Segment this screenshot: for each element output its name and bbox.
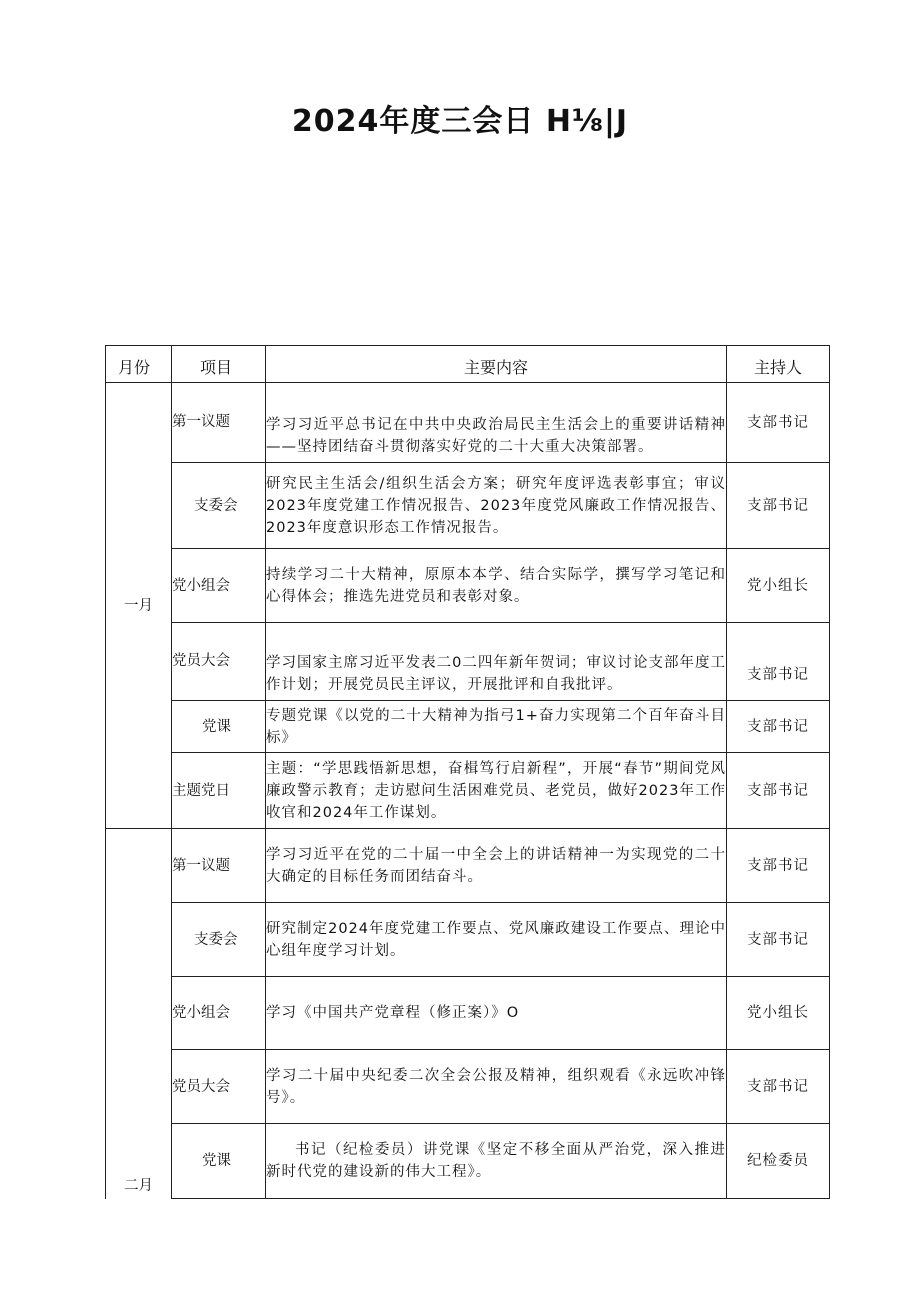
item-cell: 第一议题 — [172, 829, 266, 903]
header-content: 主要内容 — [266, 346, 727, 383]
table-row — [106, 549, 830, 623]
host-cell: 支部书记 — [727, 829, 830, 903]
table-row — [106, 383, 830, 463]
table-row — [106, 1124, 830, 1199]
item-cell: 主题党日 — [172, 753, 266, 829]
host-cell: 党小组长 — [727, 549, 830, 623]
host-cell: 支部书记 — [727, 903, 830, 977]
host-cell: 纪检委员 — [727, 1124, 830, 1199]
item-cell: 第一议题 — [172, 383, 266, 463]
host-cell: 支部书记 — [727, 383, 830, 463]
month-cell-february: 二月 — [106, 829, 172, 1199]
content-cell: 学习国家主席习近平发表二0二四年新年贺词；审议讨论支部年度工作计划；开展党员民主评议，开展批评和自我批评。 — [266, 623, 727, 701]
content-cell: 专题党课《以党的二十大精神为指弓1+奋力实现第二个百年奋斗目标》 — [266, 701, 727, 753]
content-cell: 学习二十届中央纪委二次全会公报及精神，组织观看《永远吹冲锋号》。 — [266, 1050, 727, 1124]
content-cell: 学习《中国共产党章程（修正案）》O — [266, 977, 727, 1050]
content-cell: 主题：“学思践悟新思想，奋楫笃行启新程”，开展“春节”期间党风廉政警示教育；走访慰问生活困难党员、老党员，做好2023年工作收官和2024年工作谋划。 — [266, 753, 727, 829]
item-cell: 党课 — [172, 701, 266, 753]
table-row — [106, 1050, 830, 1124]
host-cell: 支部书记 — [727, 623, 830, 701]
host-cell: 支部书记 — [727, 1050, 830, 1124]
content-cell: 学习习近平总书记在中共中央政治局民主生活会上的重要讲话精神——坚持团结奋斗贯彻落实好党的二十大重大决策部署。 — [266, 383, 727, 463]
table-row — [106, 903, 830, 977]
item-cell: 党小组会 — [172, 977, 266, 1050]
item-cell: 党课 — [172, 1124, 266, 1199]
content-cell: 持续学习二十大精神，原原本本学、结合实际学，撰写学习笔记和心得体会；推选先进党员和表彰对象。 — [266, 549, 727, 623]
content-cell: 学习习近平在党的二十届一中全会上的讲话精神一为实现党的二十大确定的目标任务而团结奋斗。 — [266, 829, 727, 903]
schedule-table — [105, 345, 830, 1199]
item-cell: 支委会 — [172, 903, 266, 977]
table-header-row — [106, 346, 830, 383]
host-cell: 支部书记 — [727, 463, 830, 549]
content-cell: 研究制定2024年度党建工作要点、党风廉政建设工作要点、理论中心组年度学习计划。 — [266, 903, 727, 977]
table-row — [106, 701, 830, 753]
content-cell: 研究民主生活会/组织生活会方案；研究年度评选表彰事宜；审议2023年度党建工作情况报告、2023年度党风廉政工作情况报告、2023年度意识形态工作情况报告。 — [266, 463, 727, 549]
host-cell: 支部书记 — [727, 753, 830, 829]
table-row — [106, 977, 830, 1050]
host-cell: 支部书记 — [727, 701, 830, 753]
header-item: 项目 — [172, 346, 266, 383]
item-cell: 党员大会 — [172, 623, 266, 701]
host-cell: 党小组长 — [727, 977, 830, 1050]
content-cell: 书记（纪检委员）讲党课《坚定不移全面从严治党，深入推进新时代党的建设新的伟大工程》。 — [266, 1124, 727, 1199]
header-host: 主持人 — [727, 346, 830, 383]
item-cell: 党小组会 — [172, 549, 266, 623]
table-row — [106, 829, 830, 903]
table-row — [106, 623, 830, 701]
document-title: 2024年度三会日 H⅛|J — [291, 104, 629, 139]
table-row — [106, 753, 830, 829]
item-cell: 支委会 — [172, 463, 266, 549]
header-month: 月份 — [106, 346, 172, 383]
table-row — [106, 463, 830, 549]
item-cell: 党员大会 — [172, 1050, 266, 1124]
month-cell-january: 一月 — [106, 383, 172, 829]
